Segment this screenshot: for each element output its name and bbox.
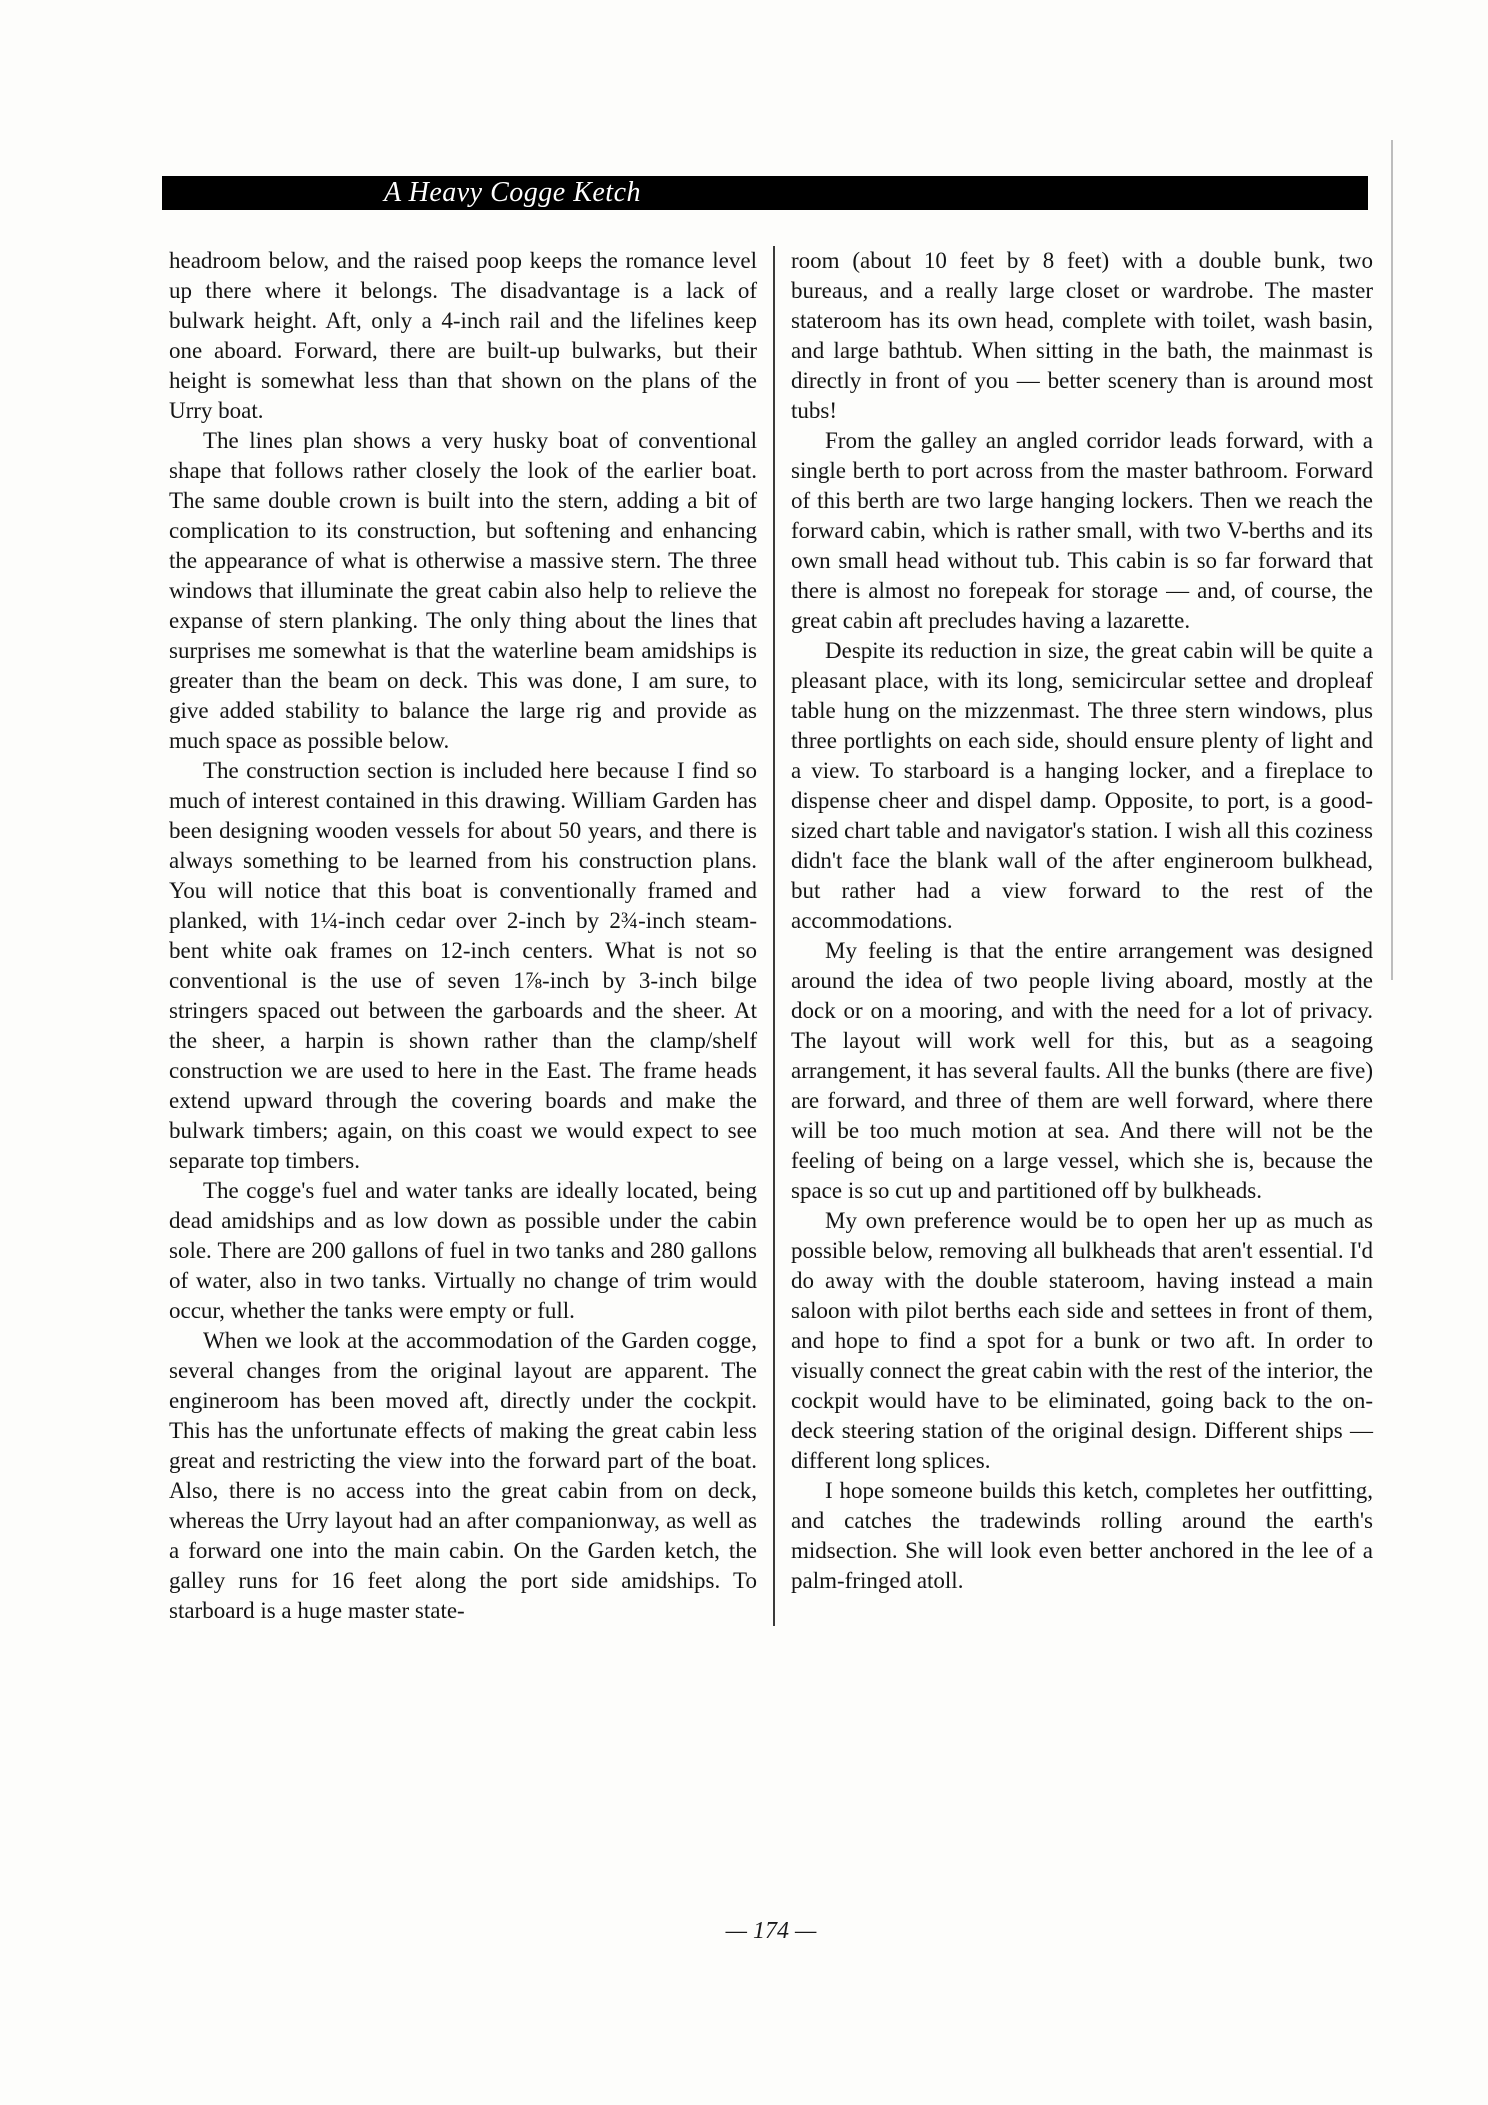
right-column xyxy=(791,246,1373,1626)
paragraph: My feeling is that the entire arrangement was designed around the idea of two people living aboard, mostly at the dock or on a mooring, and with the need for a lot of privacy. The layout will work well for this, but as a seagoing arrangement, it has several faults. All the bunks (there are five) are forward, and three of them are well forward, where there will be too much motion at sea. And there will not be the feeling of being on a large vessel, which she is, because the space is so cut up and partitioned off by bulkheads. xyxy=(791,938,1373,1203)
paragraph: room (about 10 feet by 8 feet) with a double bunk, two bureaus, and a really large closet or wardrobe. The master stateroom has its own head, complete with toilet, wash basin, and large bathtub. When sitting in the bath, the mainmast is directly in front of you — better scenery than is around most tubs! xyxy=(791,248,1373,423)
paragraph: My own preference would be to open her up as much as possible below, removing all bulkheads that aren't essential. I'd do away with the double stateroom, having instead a main saloon with pilot berths each side and settees in front of them, and hope to find a spot for a bunk or two aft. In order to visually connect the great cabin with the rest of the interior, the cockpit would have to be eliminated, going back to the on-deck steering station of the original design. Different ships — different long splices. xyxy=(791,1208,1373,1473)
paragraph: From the galley an angled corridor leads forward, with a single berth to port across from the master bathroom. Forward of this berth are two large hanging lockers. Then we reach the forward cabin, which is rather small, with two V-berths and its own small head without tub. This cabin is so far forward that there is almost no forepeak for storage — and, of course, the great cabin aft precludes having a lazarette. xyxy=(791,428,1373,633)
left-column xyxy=(169,246,757,1626)
paragraph: I hope someone builds this ketch, completes her outfitting, and catches the tradewinds rolling around the earth's midsection. She will look even better anchored in the lee of a palm-fringed atoll. xyxy=(791,1478,1373,1593)
paragraph: The cogge's fuel and water tanks are ideally located, being dead amidships and as low down as possible under the cabin sole. There are 200 gallons of fuel in two tanks and 280 gallons of water, also in two tanks. Virtually no change of trim would occur, whether the tanks were empty or full. xyxy=(169,1178,757,1323)
chapter-title: A Heavy Cogge Ketch xyxy=(384,177,642,208)
page-edge-artifact xyxy=(1391,140,1393,980)
paragraph: Despite its reduction in size, the great cabin will be quite a pleasant place, with its long, semicircular settee and dropleaf table hung on the mizzenmast. The three stern windows, plus three portlights on each side, should ensure plenty of light and a view. To starboard is a hanging locker, and a fireplace to dispense cheer and dispel damp. Opposite, to port, is a good-sized chart table and navigator's station. I wish all this coziness didn't face the blank wall of the after engineroom bulkhead, but rather had a view forward to the rest of the accommodations. xyxy=(791,638,1373,933)
text-columns xyxy=(169,246,1373,1626)
chapter-header-bar xyxy=(162,176,1368,210)
paragraph: The lines plan shows a very husky boat of conventional shape that follows rather closely the look of the earlier boat. The same double crown is built into the stern, adding a bit of complication to its construction, but softening and enhancing the appearance of what is otherwise a massive stern. The three windows that illuminate the great cabin also help to relieve the expanse of stern planking. The only thing about the lines that surprises me somewhat is that the waterline beam amidships is greater than the beam on deck. This was done, I am sure, to give added stability to balance the large rig and provide as much space as possible below. xyxy=(169,428,757,753)
column-divider xyxy=(773,246,775,1626)
page-number: — 174 — xyxy=(725,1918,817,1944)
paragraph: When we look at the accommodation of the Garden cogge, several changes from the original layout are apparent. The engineroom has been moved aft, directly under the cockpit. This has the unfortunate effects of making the great cabin less great and restricting the view into the forward part of the boat. Also, there is no access into the great cabin from on deck, whereas the Urry layout had an after companionway, as well as a forward one into the main cabin. On the Garden ketch, the galley runs for 16 feet along the port side amidships. To starboard is a huge master state- xyxy=(169,1328,757,1623)
paragraph: The construction section is included here because I find so much of interest contained in this drawing. William Garden has been designing wooden vessels for about 50 years, and there is always something to be learned from his construction plans. You will notice that this boat is conventionally framed and planked, with 1¼-inch cedar over 2-inch by 2¾-inch steam-bent white oak frames on 12-inch centers. What is not so conventional is the use of seven 1⅞-inch by 3-inch bilge stringers spaced out between the garboards and the sheer. At the sheer, a harpin is shown rather than the clamp/shelf construction we are used to here in the East. The frame heads extend upward through the covering boards and make the bulwark timbers; again, on this coast we would expect to see separate top timbers. xyxy=(169,758,757,1173)
paragraph: headroom below, and the raised poop keeps the romance level up there where it belongs. The disadvantage is a lack of bulwark height. Aft, only a 4-inch rail and the lifelines keep one aboard. Forward, there are built-up bulwarks, but their height is somewhat less than that shown on the plans of the Urry boat. xyxy=(169,248,757,423)
